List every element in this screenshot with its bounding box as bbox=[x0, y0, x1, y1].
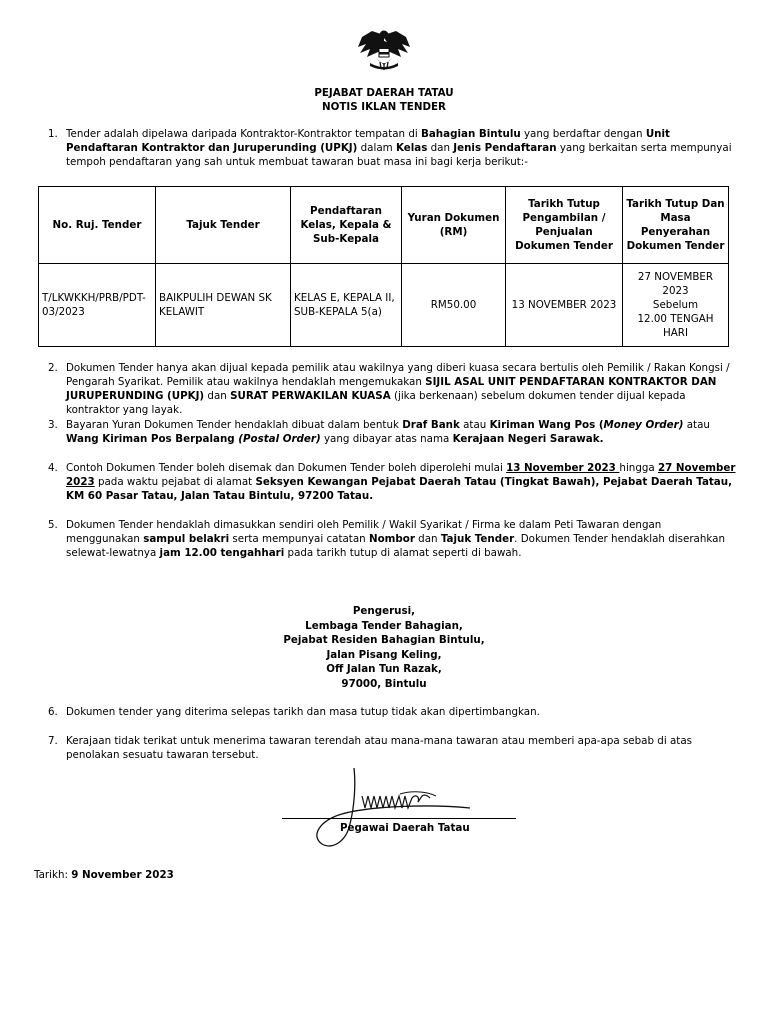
address-line: 97000, Bintulu bbox=[341, 677, 427, 690]
text: yang berdaftar dengan bbox=[520, 128, 646, 140]
text: atau bbox=[459, 419, 490, 431]
cell-registration-class: KELAS E, KEPALA II, SUB-KEPALA 5(a) bbox=[291, 264, 402, 347]
notice-title: NOTIS IKLAN TENDER bbox=[322, 101, 446, 113]
signatory-title: Pegawai Daerah Tatau bbox=[340, 822, 470, 834]
text: (jika berkenaan) sebelum dokumen tender dijual kepada kontraktor yang layak. bbox=[66, 390, 686, 416]
bold-text: Kerajaan Negeri Sarawak. bbox=[452, 433, 604, 445]
paragraph-7 bbox=[48, 734, 736, 762]
table-row bbox=[39, 264, 729, 347]
paragraph-number: 2. bbox=[48, 362, 58, 374]
bold-text: SIJIL ASAL UNIT PENDAFTARAN KONTRAKTOR DAN JURUPERUNDING (UPKJ) bbox=[66, 376, 717, 402]
paragraph-number: 6. bbox=[48, 706, 58, 718]
address-line: Pengerusi, bbox=[352, 605, 416, 617]
bold-text: sampul belakri bbox=[143, 533, 230, 545]
address-line: Jalan Pisang Keling, bbox=[326, 648, 442, 661]
text: dan bbox=[204, 390, 231, 402]
bold-text: Jenis Pendaftaran bbox=[453, 142, 557, 154]
paragraph-1 bbox=[48, 127, 736, 169]
text: Dokumen Tender hanya akan dijual kepada pemilik atau wakilnya yang diberi kuasa secara bertulis oleh Pemilik / Rakan Kongsi / Pengarah Syarikat. Pemilik atau wakilnya hendaklah mengemukakan bbox=[66, 362, 730, 388]
paragraph-number: 4. bbox=[48, 462, 58, 474]
paragraph-2 bbox=[48, 361, 736, 417]
bold-text: jam 12.00 tengahhari bbox=[159, 547, 285, 559]
header-submission-closing: Tarikh Tutup Dan Masa Penyerahan Dokumen Tender bbox=[623, 187, 729, 264]
text: Bayaran Yuran Dokumen Tender hendaklah dibuat dalam bentuk bbox=[66, 419, 403, 431]
paragraph-number: 3. bbox=[48, 419, 58, 431]
cell-sale-closing-date: 13 NOVEMBER 2023 bbox=[506, 264, 623, 347]
table-header-row bbox=[39, 187, 729, 264]
cell-ref-no: T/LKWKKH/PRB/PDT-03/2023 bbox=[39, 264, 156, 347]
notice-date bbox=[34, 868, 174, 882]
underlined-date: 27 November 2023 bbox=[66, 462, 736, 488]
text: Dokumen Tender hendaklah dimasukkan sendiri oleh Pemilik / Wakil Syarikat / Firma ke dalam Peti Tawaran dengan menggunakan bbox=[66, 519, 662, 545]
text: hingga bbox=[619, 462, 658, 474]
underlined-date: 13 November 2023 bbox=[506, 462, 620, 474]
submission-time: 12.00 TENGAH HARI bbox=[637, 313, 714, 339]
bold-text: Wang Kiriman Pos Berpalang bbox=[66, 433, 239, 445]
paragraph-5 bbox=[48, 518, 736, 560]
text: Contoh Dokumen Tender boleh disemak dan Dokumen Tender boleh diperolehi mulai bbox=[66, 462, 507, 474]
bold-text: Draf Bank bbox=[402, 419, 460, 431]
bold-text: Kiriman Wang Pos ( bbox=[489, 419, 604, 431]
paragraph-number: 5. bbox=[48, 519, 58, 531]
paragraph-number: 1. bbox=[48, 128, 58, 140]
header-document-fee: Yuran Dokumen (RM) bbox=[402, 187, 506, 264]
paragraph-4 bbox=[48, 461, 736, 503]
text: yang berkaitan serta mempunyai tempoh pendaftaran yang sah untuk membuat tawaran buat masa ini bagi kerja berikut:- bbox=[66, 142, 732, 168]
text: dan bbox=[414, 533, 441, 545]
address-line: Pejabat Residen Bahagian Bintulu, bbox=[283, 634, 485, 647]
header-ref-no: No. Ruj. Tender bbox=[39, 187, 156, 264]
cell-document-fee: RM50.00 bbox=[402, 264, 506, 347]
bold-text: Kelas bbox=[395, 142, 428, 154]
submission-date: 27 NOVEMBER 2023 bbox=[637, 271, 714, 297]
office-heading: PEJABAT DAERAH TATAU bbox=[314, 87, 454, 99]
address-line: Lembaga Tender Bahagian, bbox=[305, 619, 463, 632]
handwritten-signature bbox=[280, 764, 520, 854]
text: Kerajaan tidak terikat untuk menerima tawaran terendah atau mana-mana tawaran atau memberi apa-apa sebab di atas penolakan sesuatu tawaran tersebut. bbox=[66, 735, 692, 761]
cell-tender-title: BAIKPULIH DEWAN SK KELAWIT bbox=[156, 264, 291, 347]
text: dalam bbox=[357, 142, 396, 154]
address-line: Off Jalan Tun Razak, bbox=[326, 663, 442, 676]
bold-text: Nombor bbox=[368, 533, 415, 545]
date-label: Tarikh: bbox=[34, 869, 72, 881]
text: serta mempunyai catatan bbox=[229, 533, 369, 545]
signature-line bbox=[282, 818, 516, 819]
header-registration-class: Pendaftaran Kelas, Kepala & Sub-Kepala bbox=[291, 187, 402, 264]
text: atau bbox=[683, 419, 710, 431]
bold-text: SURAT PERWAKILAN KUASA bbox=[230, 390, 391, 402]
paragraph-number: 7. bbox=[48, 735, 58, 747]
sarawak-crest-logo bbox=[356, 27, 412, 73]
cell-submission-closing bbox=[623, 264, 729, 347]
bold-text: Bahagian Bintulu bbox=[421, 128, 521, 140]
bold-text: Tajuk Tender bbox=[440, 533, 515, 545]
paragraph-6 bbox=[48, 705, 736, 719]
text: pada waktu pejabat di alamat bbox=[94, 476, 256, 488]
text: Tender adalah dipelawa daripada Kontraktor-Kontraktor tempatan di bbox=[66, 128, 422, 140]
text: dan bbox=[427, 142, 454, 154]
bold-italic-text: (Postal Order) bbox=[238, 433, 321, 445]
text: pada tarikh tutup di alamat seperti di bawah. bbox=[284, 547, 522, 559]
bold-address: Seksyen Kewangan Pejabat Daerah Tatau (Tingkat Bawah), Pejabat Daerah Tatau, KM 60 Pasar Tatau, Jalan Tatau Bintulu, 97200 Tatau. bbox=[66, 476, 732, 502]
submission-before: Sebelum bbox=[652, 299, 699, 311]
text: Dokumen tender yang diterima selepas tarikh dan masa tutup tidak akan dipertimbangkan. bbox=[66, 706, 540, 718]
text: . Dokumen Tender hendaklah diserahkan selewat-lewatnya bbox=[66, 533, 726, 559]
text: yang dibayar atas nama bbox=[320, 433, 453, 445]
submission-address bbox=[0, 604, 768, 692]
bold-italic-text: Money Order) bbox=[603, 419, 684, 431]
date-value: 9 November 2023 bbox=[71, 869, 174, 881]
tender-table bbox=[38, 186, 729, 347]
bold-text: Unit Pendaftaran Kontraktor dan Juruperunding (UPKJ) bbox=[66, 128, 670, 154]
paragraph-3 bbox=[48, 418, 736, 446]
header-sale-closing-date: Tarikh Tutup Pengambilan / Penjualan Dokumen Tender bbox=[506, 187, 623, 264]
header-tender-title: Tajuk Tender bbox=[156, 187, 291, 264]
